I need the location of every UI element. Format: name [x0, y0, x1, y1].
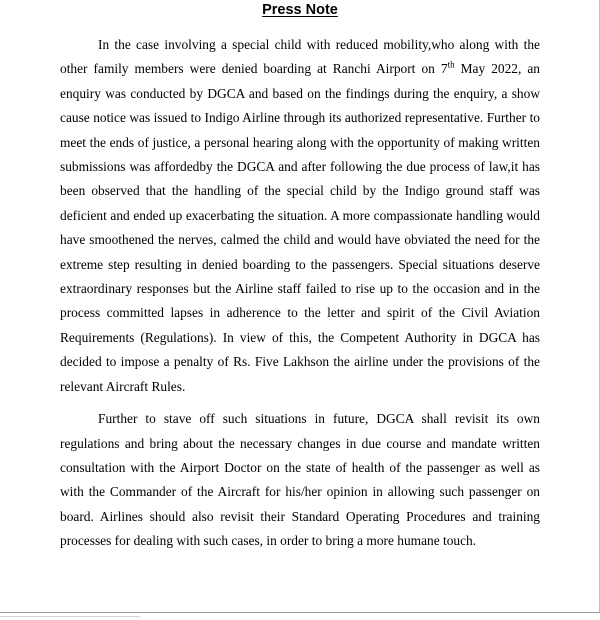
page-title — [0, 1, 600, 19]
page-break-divider — [0, 612, 600, 613]
paragraph-2: Further to stave off such situations in future, DGCA shall revisit its own regulations and bring about the necessary changes in due course and mandate written consultation with the Airport Doctor on the state of health of the passenger as well as with the Commander of the Aircraft for his/her opinion in allowing such passenger on board. Airlines should also revisit their Standard Operating Procedures and training processes for dealing with such cases, in order to bring a more humane touch. — [60, 411, 540, 549]
title-text: Press Note — [262, 2, 338, 18]
paragraph-1 — [60, 33, 540, 399]
next-page-edge — [0, 616, 140, 617]
paragraph-1-text-a: In the case involving a special child with reduced mobility,who along with the other family members were denied boarding at Ranchi Airport on 7 — [60, 37, 540, 77]
ordinal-suffix: th — [447, 59, 455, 70]
paragraph-1-text-b: May 2022, an enquiry was conducted by DGCA and based on the findings during the enquiry, a show cause notice was issued to Indigo Airline through its authorized representative. Further to meet the ends of justice, a personal hearing along with the opportunity of making written submissions was affordedby the DGCA and after following the due process of law,it has been observed that the handling of the special child by the Indigo ground staff was deficient and ended up exacerbating the situation. A more compassionate handling would have smoothened the nerves, calmed the child and would have obviated the need for the extreme step resulting in denied boarding to the passengers. Special situations deserve extraordinary responses but the Airline staff failed to rise up to the occasion and in the process committed lapses in adherence to the letter and spirit of the Civil Aviation Requirements (Regulations). In view of this, the Competent Authority in DGCA has decided to impose a penalty of Rs. Five Lakhson the airline under the provisions of the relevant Aircraft Rules. — [60, 61, 540, 394]
document-body — [60, 33, 540, 554]
